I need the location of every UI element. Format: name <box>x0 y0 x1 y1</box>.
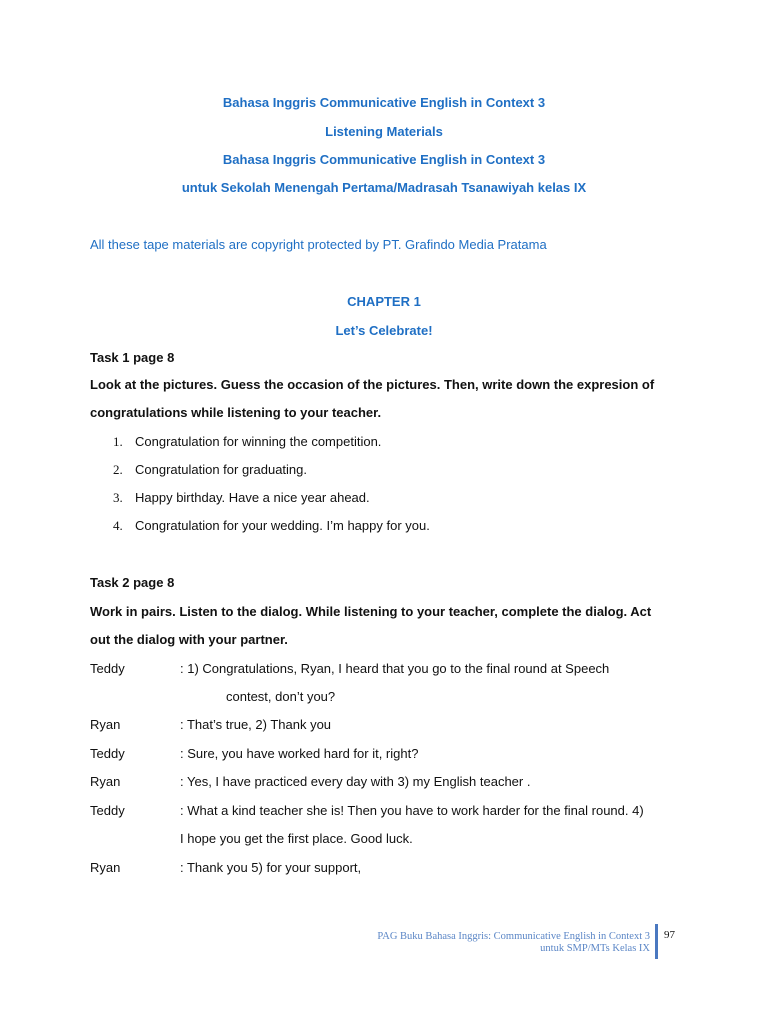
page-number: 97 <box>664 929 675 941</box>
header-title-line-4: untuk Sekolah Menengah Pertama/Madrasah Tsanawiyah kelas IX <box>181 180 587 195</box>
footer-book-title: PAG Buku Bahasa Inggris: Communicative English in Context 3 <box>377 931 650 942</box>
list-item-number: 2. <box>113 462 123 477</box>
dialog-line: : What a kind teacher she is! Then you have to work harder for the final round. 4) <box>180 803 644 818</box>
header-title-line-1: Bahasa Inggris Communicative English in Context 3 <box>222 95 546 110</box>
chapter-title: Let’s Celebrate! <box>335 323 433 338</box>
dialog-speaker: Teddy <box>90 661 125 676</box>
list-item-number: 4. <box>113 518 123 533</box>
list-item-text: Congratulation for graduating. <box>135 462 308 477</box>
dialog-speaker: Ryan <box>90 717 121 732</box>
copyright-notice: All these tape materials are copyright protected by PT. Grafindo Media Pratama <box>90 237 547 252</box>
task2-instruction-line-2: out the dialog with your partner. <box>90 632 288 647</box>
list-item-number: 1. <box>113 434 123 449</box>
task1-instruction-line-2: congratulations while listening to your teacher. <box>90 405 382 420</box>
task1-heading: Task 1 page 8 <box>90 350 175 365</box>
dialog-line: : Sure, you have worked hard for it, right? <box>180 746 419 761</box>
task2-heading: Task 2 page 8 <box>90 575 175 590</box>
dialog-line: : Yes, I have practiced every day with 3) my English teacher . <box>180 774 531 789</box>
dialog-line: : That’s true, 2) Thank you <box>180 717 332 732</box>
dialog-speaker: Teddy <box>90 803 125 818</box>
list-item-text: Happy birthday. Have a nice year ahead. <box>135 490 370 505</box>
dialog-speaker: Ryan <box>90 860 121 875</box>
dialog-line-continued: contest, don’t you? <box>226 689 336 704</box>
header-title-line-3: Bahasa Inggris Communicative English in Context 3 <box>222 152 546 167</box>
footer-book-subtitle: untuk SMP/MTs Kelas IX <box>540 943 650 954</box>
list-item-number: 3. <box>113 490 123 505</box>
list-item-text: Congratulation for winning the competition. <box>135 434 382 449</box>
dialog-line: : 1) Congratulations, Ryan, I heard that you go to the final round at Speech <box>180 661 610 676</box>
dialog-line: : Thank you 5) for your support, <box>180 860 362 875</box>
task1-instruction-line-1: Look at the pictures. Guess the occasion of the pictures. Then, write down the expresion of <box>90 377 655 392</box>
dialog-line-continued: I hope you get the first place. Good luck. <box>180 831 413 846</box>
dialog-speaker: Ryan <box>90 774 121 789</box>
dialog-speaker: Teddy <box>90 746 125 761</box>
task2-instruction-line-1: Work in pairs. Listen to the dialog. While listening to your teacher, complete the dialog. Act <box>90 604 652 619</box>
header-title-line-2: Listening Materials <box>325 124 443 139</box>
list-item-text: Congratulation for your wedding. I’m happy for you. <box>135 518 430 533</box>
chapter-number: CHAPTER 1 <box>347 294 421 309</box>
footer-divider <box>655 924 658 959</box>
